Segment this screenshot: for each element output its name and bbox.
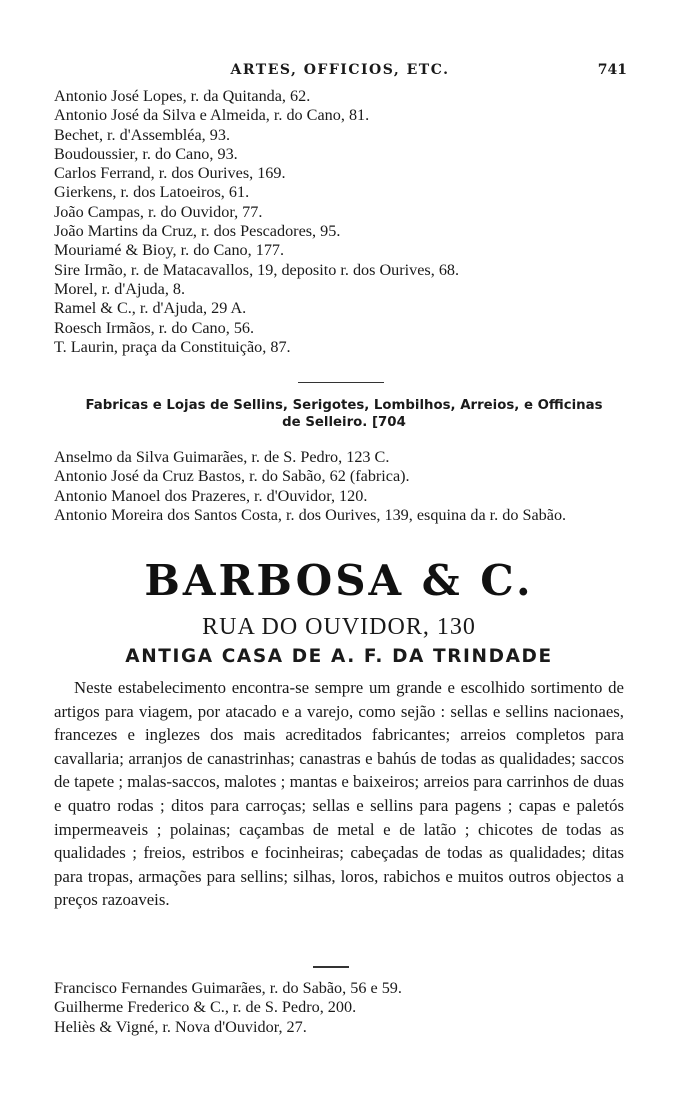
list-item: Heliès & Vigné, r. Nova d'Ouvidor, 27. [54, 1017, 307, 1036]
list-item: Guilherme Frederico & C., r. de S. Pedro, 200. [54, 998, 357, 1017]
bottom-entry-list [54, 979, 634, 1037]
list-item: Antonio José Lopes, r. da Quitanda, 62. [54, 87, 311, 105]
list-item: Francisco Fernandes Guimarães, r. do Sabão, 56 e 59. [54, 979, 402, 997]
ad-subtitle: ANTIGA CASA DE A. F. DA TRINDADE [125, 646, 553, 667]
advertisement [54, 556, 624, 912]
list-item: Bechet, r. d'Assembléa, 93. [54, 125, 230, 144]
list-item: Ramel & C., r. d'Ajuda, 29 A. [54, 299, 247, 318]
list-item: T. Laurin, praça da Constituição, 87. [54, 337, 291, 356]
section-divider [298, 382, 384, 383]
list-item: Antonio José da Silva e Almeida, r. do Cano, 81. [54, 106, 370, 125]
section-entry-list [54, 448, 634, 525]
list-item: Antonio José da Cruz Bastos, r. do Sabão, 62 (fabrica). [54, 467, 410, 486]
list-item: João Martins da Cruz, r. dos Pescadores, 95. [54, 222, 341, 241]
list-item: Mouriamé & Bioy, r. do Cano, 177. [54, 241, 285, 260]
ad-street-address: RUA DO OUVIDOR, 130 [202, 614, 476, 640]
ornament-divider [313, 966, 349, 968]
list-item: Antonio Manoel dos Prazeres, r. d'Ouvidor, 120. [54, 486, 368, 505]
ad-body-text: Neste estabelecimento encontra-se sempre um grande e escolhido sortimento de artigos para viagem, por atacado e a varejo, como sejão : sellas e sellins nacionaes, francezes e inglezes dos mais acreditados fabricantes; arreios completos para cavallaria; arranjos de canastrinhas; canastras e bahús de todas as qualidades; saccos de tapete ; malas-saccos, malotes ; mantas e baixeiros; arreios para carrinhos de duas e quatro rodas ; ditos para carroças; sellas e sellins para pagens ; capas e paletós impermeaveis ; polainas; caçambas de metal e de latão ; chicotes de todas as qualidades ; freios, estribos e focinheiras; cabeçadas de todas as qualidades; ditas para tropas, armações para sellins; silhas, loros, rabichos e muitos outros objectos a preços razoaveis. [54, 678, 624, 910]
top-entry-list [54, 87, 634, 357]
list-item: Roesch Irmãos, r. do Cano, 56. [54, 318, 255, 337]
list-item: Morel, r. d'Ajuda, 8. [54, 279, 186, 298]
list-item: Sire Irmão, r. de Matacavallos, 19, deposito r. dos Ourives, 68. [54, 260, 460, 279]
list-item: Boudoussier, r. do Cano, 93. [54, 144, 238, 163]
list-item: João Campas, r. do Ouvidor, 77. [54, 202, 263, 221]
page-header [55, 62, 625, 84]
section-heading [54, 397, 634, 431]
ad-firm-name: BARBOSA & C. [144, 556, 534, 605]
list-item: Carlos Ferrand, r. dos Ourives, 169. [54, 164, 286, 183]
section-heading-line-1: Fabricas e Lojas de Sellins, Serigotes, Lombilhos, Arreios, e Officinas [85, 398, 603, 413]
page-number: 741 [597, 62, 627, 78]
running-title: ARTES, OFFICIOS, ETC. [230, 62, 450, 78]
list-item: Antonio Moreira dos Santos Costa, r. dos Ourives, 139, esquina da r. do Sabão. [54, 505, 567, 524]
section-heading-line-2: de Selleiro. [704 [282, 415, 406, 430]
list-item: Anselmo da Silva Guimarães, r. de S. Pedro, 123 C. [54, 448, 390, 466]
list-item: Gierkens, r. dos Latoeiros, 61. [54, 183, 250, 202]
